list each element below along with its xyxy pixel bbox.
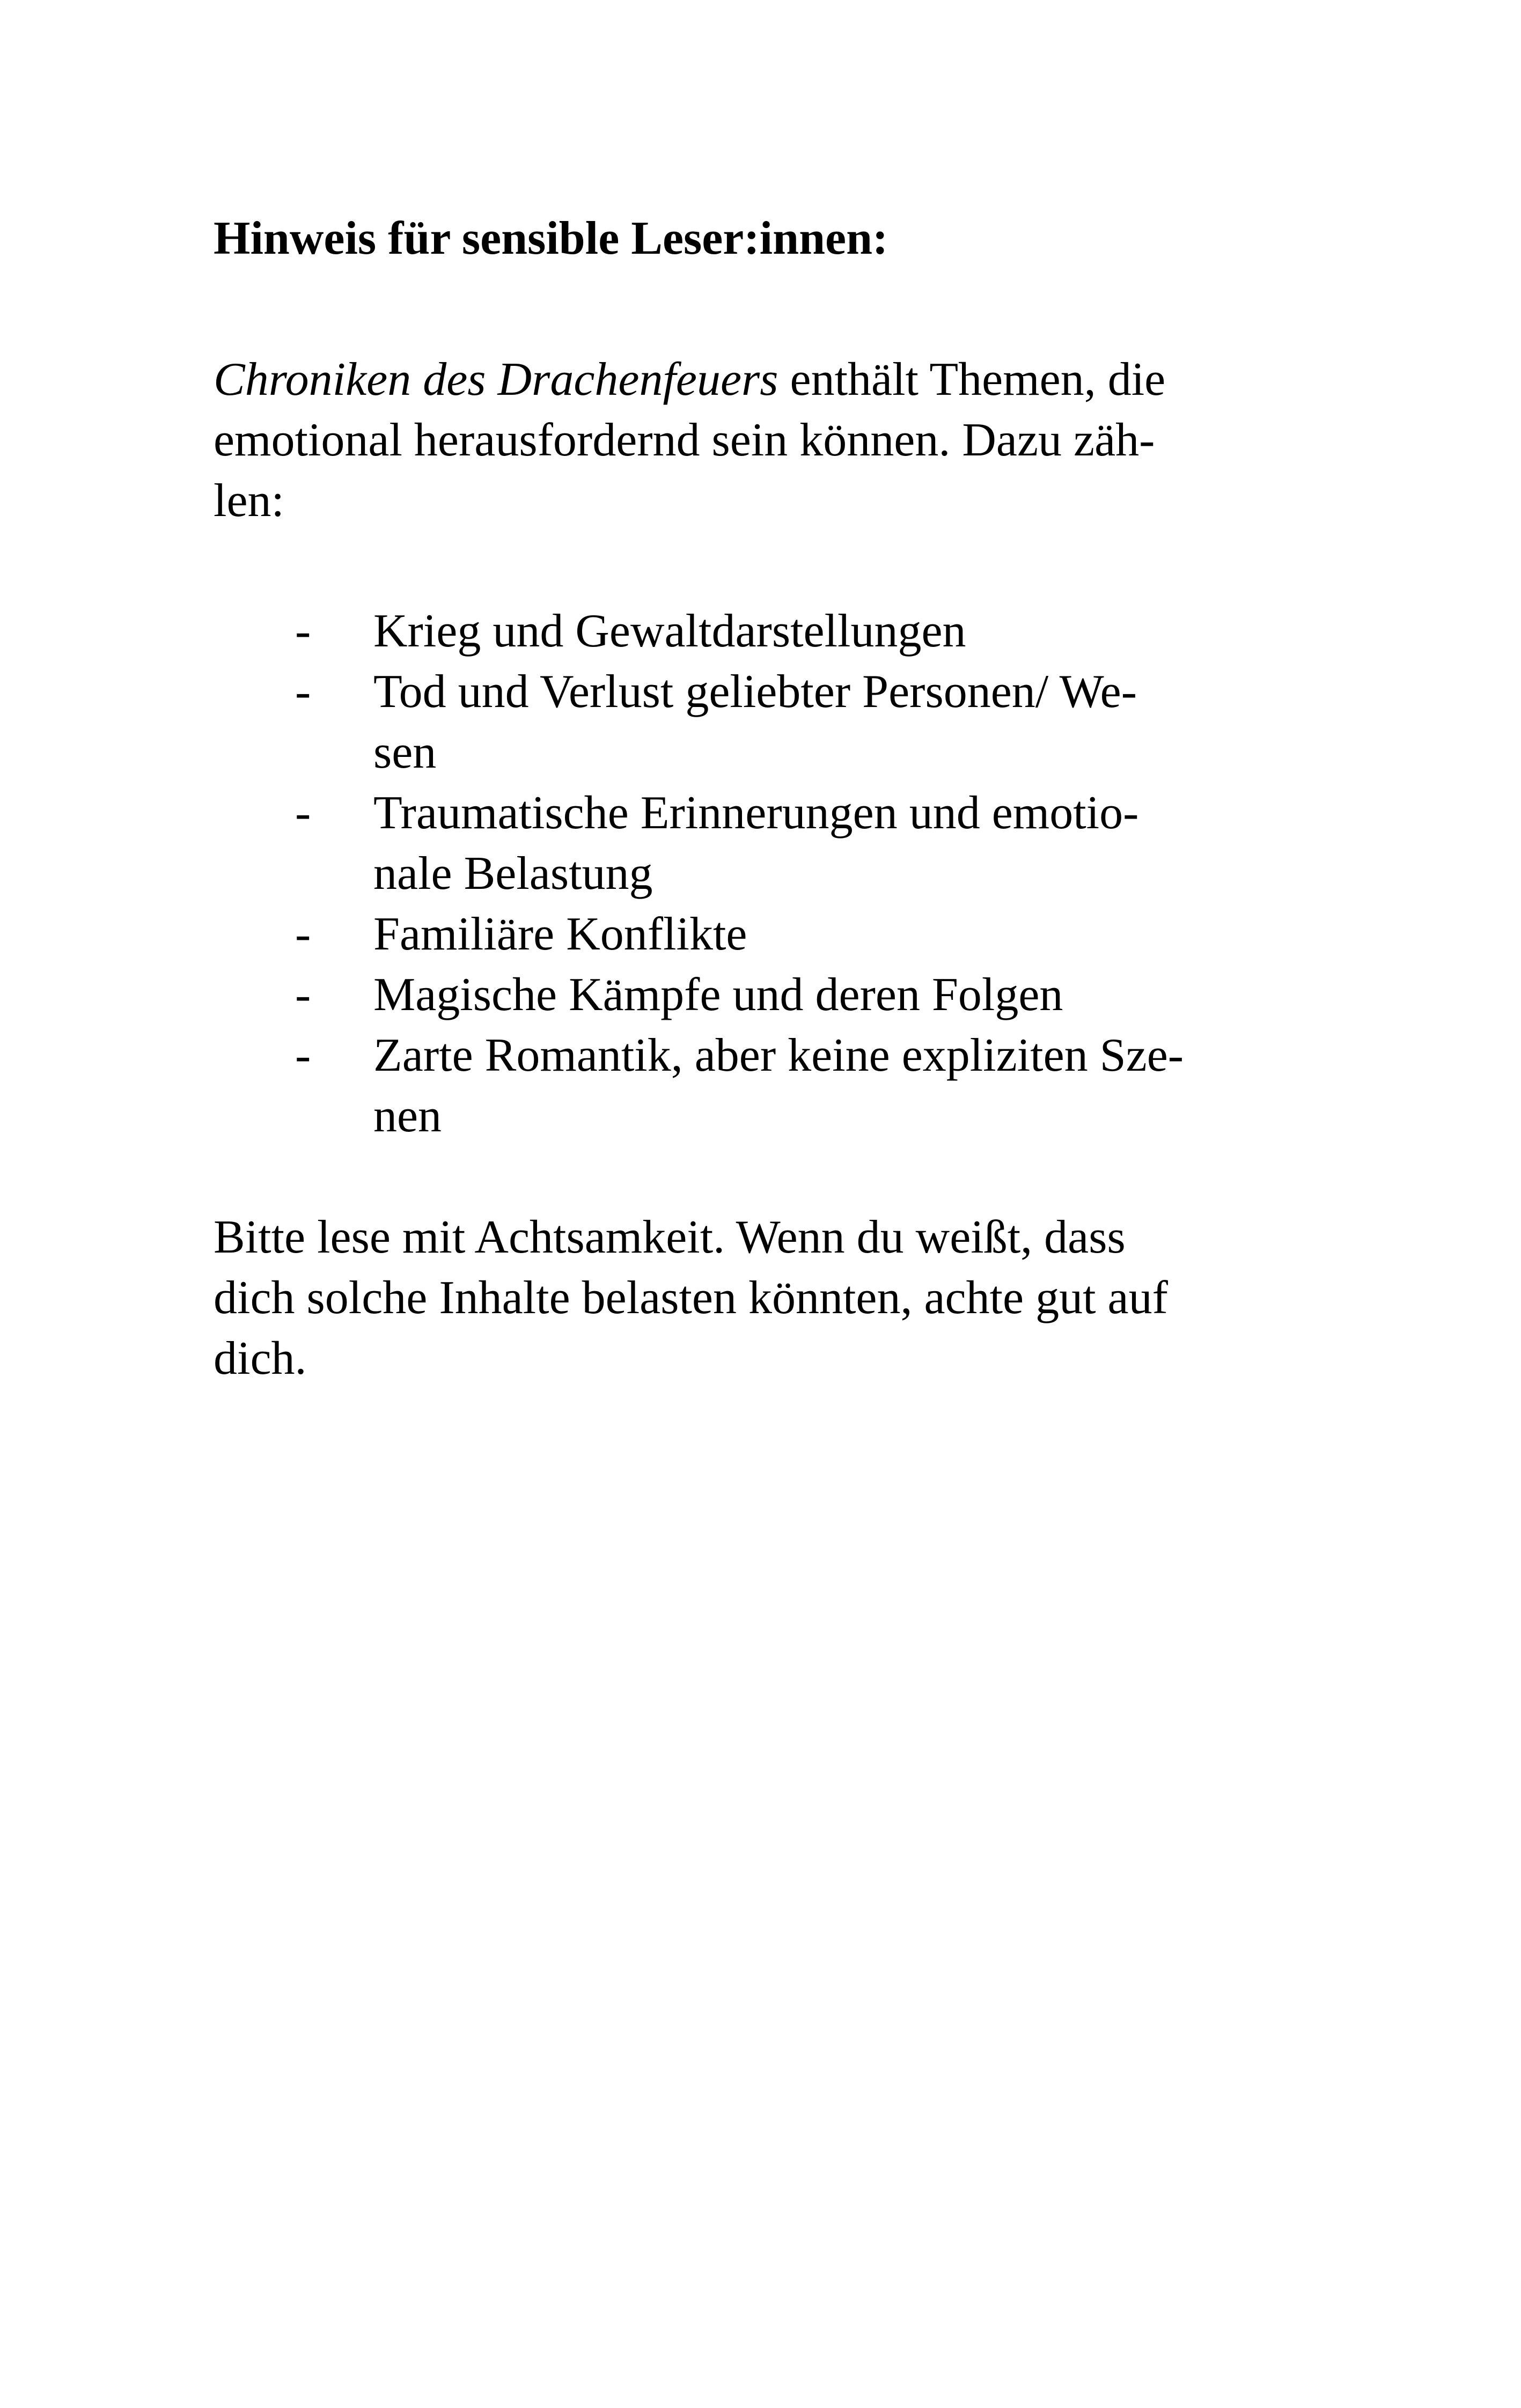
list-dash: - — [295, 1029, 311, 1081]
list-item — [214, 964, 1319, 1025]
list-item — [214, 783, 1319, 904]
list-item-line: Familiäre Konflikte — [373, 908, 747, 960]
book-title: Chroniken des Drachenfeuers — [214, 354, 778, 406]
list-item — [214, 661, 1319, 783]
list-dash: - — [295, 605, 311, 657]
intro-line-1-rest: enthält Themen, die — [778, 354, 1166, 406]
list-item-line: Zarte Romantik, aber keine expliziten Sze- — [373, 1029, 1184, 1081]
content-warning-section — [214, 208, 1319, 1389]
list-item-line: nale Belastung — [373, 848, 653, 900]
list-item-line: Tod und Verlust geliebter Personen/ We- — [373, 666, 1137, 718]
outro-line-1: Bitte lese mit Achtsamkeit. Wenn du weißt, dass — [214, 1211, 1126, 1263]
list-item-line: sen — [373, 726, 437, 778]
list-item — [214, 601, 1319, 661]
list-item-line: Traumatische Erinnerungen und emotio- — [373, 787, 1139, 839]
list-item — [214, 1025, 1319, 1146]
intro-line-3: len: — [214, 475, 284, 527]
list-item — [214, 904, 1319, 964]
closing-paragraph — [214, 1207, 1319, 1389]
list-item-line: nen — [373, 1090, 442, 1142]
outro-line-3: dich. — [214, 1332, 307, 1385]
list-dash: - — [295, 666, 311, 718]
list-dash: - — [295, 908, 311, 960]
page-heading: Hinweis für sensible Leser:innen: — [214, 212, 888, 264]
list-item-line: Magische Kämpfe und deren Folgen — [373, 969, 1063, 1021]
intro-paragraph — [214, 349, 1319, 531]
intro-line-2: emotional herausfordernd sein können. Dazu zäh- — [214, 414, 1155, 466]
list-dash: - — [295, 787, 311, 839]
content-warning-list — [214, 601, 1319, 1146]
list-dash: - — [295, 969, 311, 1021]
outro-line-2: dich solche Inhalte belasten könnten, achte gut auf — [214, 1272, 1168, 1324]
list-item-line: Krieg und Gewaltdarstellungen — [373, 605, 966, 657]
